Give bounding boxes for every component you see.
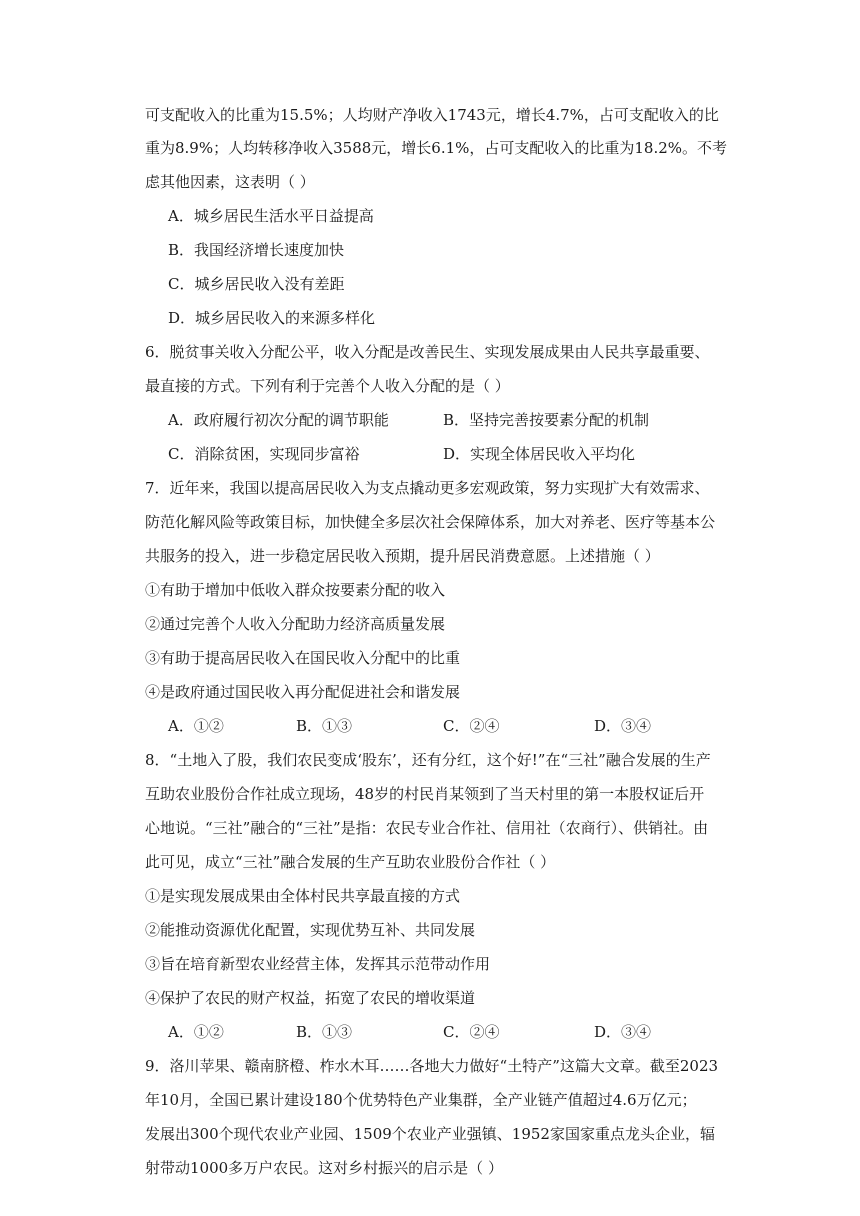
- q9-stem-line-4: 射带动1000多万户农民。这对乡村振兴的启示是（ ）: [145, 1159, 503, 1177]
- q7-option-d[interactable]: D．③④: [594, 717, 652, 735]
- q9-stem-line-1: 9．洛川苹果、赣南脐橙、柞水木耳……各地大力做好“土特产”这篇大文章。截至2023: [145, 1057, 719, 1075]
- q7-stem-line-2: 防范化解风险等政策目标，加快健全多层次社会保障体系，加大对养老、医疗等基本公: [145, 513, 716, 531]
- q8-item-2: ②能推动资源优化配置，实现优势互补、共同发展: [145, 921, 476, 939]
- q8-item-4: ④保护了农民的财产权益，拓宽了农民的增收渠道: [145, 989, 476, 1007]
- q7-item-3: ③有助于提高居民收入在国民收入分配中的比重: [145, 649, 461, 667]
- q7-option-b[interactable]: B．①③: [296, 717, 353, 735]
- q5-stem-line-3: 虑其他因素，这表明（ ）: [145, 173, 315, 191]
- q9-stem-line-2: 年10月，全国已累计建设180个优势特色产业集群，全产业链产值超过4.6万亿元；: [145, 1091, 697, 1109]
- q7-item-4: ④是政府通过国民收入再分配促进社会和谐发展: [145, 683, 461, 701]
- q6-option-a[interactable]: A．政府履行初次分配的调节职能: [168, 411, 389, 429]
- q6-option-b[interactable]: B．坚持完善按要素分配的机制: [443, 411, 650, 429]
- q7-item-1: ①有助于增加中低收入群众按要素分配的收入: [145, 581, 446, 599]
- q9-stem-line-3: 发展出300个现代农业产业园、1509个农业产业强镇、1952家国家重点龙头企业，辐: [145, 1125, 715, 1143]
- q5-option-a[interactable]: A．城乡居民生活水平日益提高: [168, 207, 374, 225]
- q8-stem-line-3: 心地说。“三社”融合的“三社”是指：农民专业合作社、信用社（农商行）、供销社。由: [145, 819, 709, 837]
- q7-option-a[interactable]: A．①②: [168, 717, 224, 735]
- q7-stem-line-3: 共服务的投入，进一步稳定居民收入预期，提升居民消费意愿。上述措施（ ）: [145, 547, 660, 565]
- q8-option-c[interactable]: C．②④: [443, 1023, 500, 1041]
- q5-option-c[interactable]: C．城乡居民收入没有差距: [168, 275, 345, 293]
- q5-stem-line-2: 重为8.9%；人均转移净收入3588元，增长6.1%，占可支配收入的比重为18.2%。不考: [145, 139, 728, 157]
- q8-item-3: ③旨在培育新型农业经营主体，发挥其示范带动作用: [145, 955, 491, 973]
- q8-item-1: ①是实现发展成果由全体村民共享最直接的方式: [145, 887, 461, 905]
- q8-option-d[interactable]: D．③④: [594, 1023, 652, 1041]
- q8-option-b[interactable]: B．①③: [296, 1023, 353, 1041]
- q5-option-b[interactable]: B．我国经济增长速度加快: [168, 241, 345, 259]
- q7-stem-line-1: 7．近年来，我国以提高居民收入为支点撬动更多宏观政策，努力实现扩大有效需求、: [145, 479, 710, 497]
- q5-stem-line-1: 可支配收入的比重为15.5%；人均财产净收入1743元，增长4.7%，占可支配收入的比: [145, 106, 719, 124]
- q8-stem-line-1: 8．“土地入了股，我们农民变成‘股东’，还有分红，这个好!”在“三社”融合发展的生产: [145, 751, 711, 769]
- q8-stem-line-2: 互助农业股份合作社成立现场，48岁的村民肖某领到了当天村里的第一本股权证后开: [145, 785, 705, 803]
- q7-option-c[interactable]: C．②④: [443, 717, 500, 735]
- q6-stem-line-2: 最直接的方式。下列有利于完善个人收入分配的是（ ）: [145, 377, 510, 395]
- q6-option-d[interactable]: D．实现全体居民收入平均化: [443, 445, 636, 463]
- q8-option-a[interactable]: A．①②: [168, 1023, 224, 1041]
- q7-item-2: ②通过完善个人收入分配助力经济高质量发展: [145, 615, 446, 633]
- q5-option-d[interactable]: D．城乡居民收入的来源多样化: [168, 309, 376, 327]
- q6-stem-line-1: 6．脱贫事关收入分配公平，收入分配是改善民生、实现发展成果由人民共享最重要、: [145, 343, 710, 361]
- q8-stem-line-4: 此可见，成立“三社”融合发展的生产互助农业股份合作社（ ）: [145, 853, 556, 871]
- q6-option-c[interactable]: C．消除贫困，实现同步富裕: [168, 445, 360, 463]
